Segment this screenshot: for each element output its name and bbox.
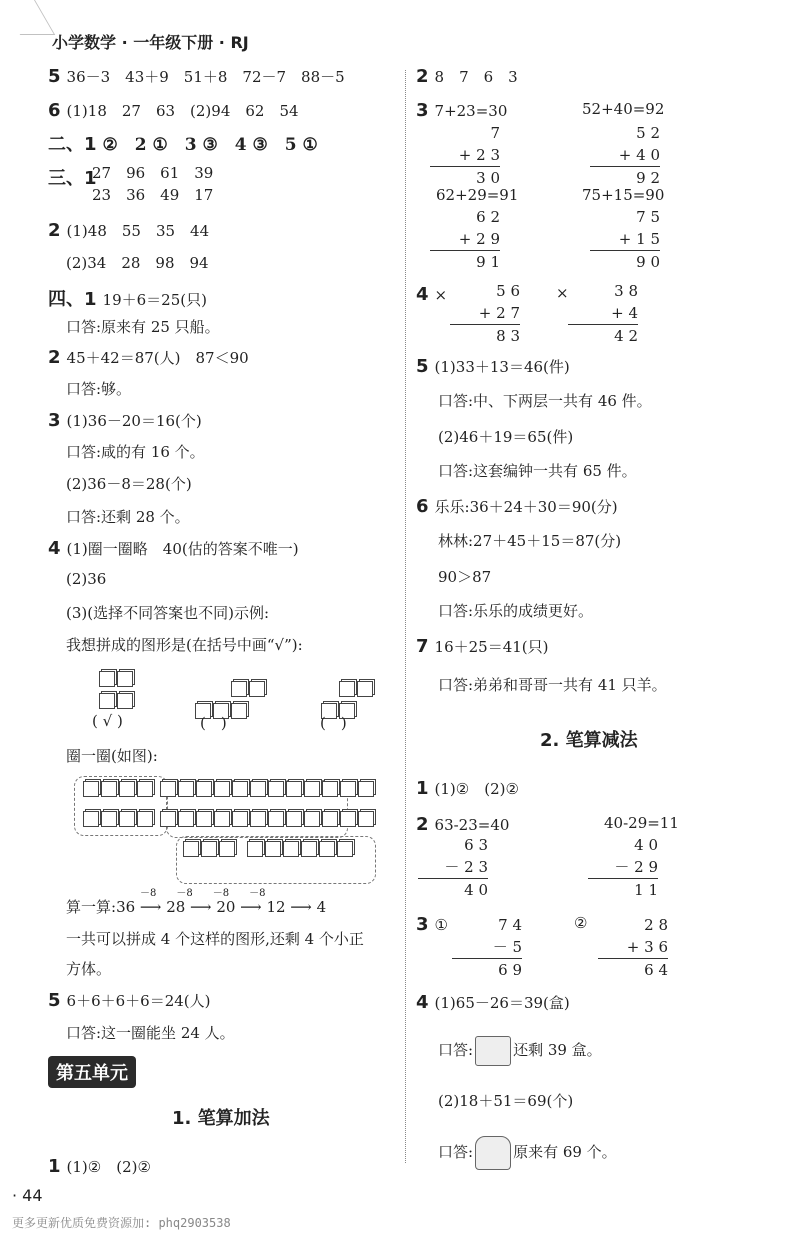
- r-answer-2: 2 8 7 6 3: [416, 66, 518, 87]
- section-4-answer-3: 3 (1)36－20＝16(个): [48, 410, 202, 431]
- cube-pile: [82, 780, 375, 862]
- r-eq-2: 52+40=92: [582, 100, 665, 118]
- choice-2: ( ): [200, 714, 227, 732]
- page-corner: [0, 0, 55, 35]
- page-number: · 44: [12, 1186, 43, 1205]
- unit-banner: 第五单元: [48, 1056, 136, 1088]
- section-4-answer-4e: 一共可以拼成 4 个这样的图形,还剩 4 个小正: [66, 930, 364, 948]
- answer-6: 6 (1)18 27 63 (2)94 62 54: [48, 100, 299, 121]
- r-reply-5a: 口答:中、下两层一共有 46 件。: [438, 392, 652, 410]
- r-answer-7: 7 16＋25＝41(只): [416, 636, 549, 657]
- r-reply-6: 口答:乐乐的成绩更好。: [438, 602, 594, 620]
- section-4-answer-4d: 我想拼成的图形是(在括号中画“√”):: [66, 636, 303, 654]
- section-3-answer-2a: 2 (1)48 55 35 44: [48, 220, 210, 241]
- r-reply-5b: 口答:这套编钟一共有 65 件。: [438, 462, 637, 480]
- section-4-answer-4c: (3)(选择不同答案也不同)示例:: [66, 604, 270, 622]
- section-4-reply-3a: 口答:咸的有 16 个。: [66, 443, 205, 461]
- sub-mark-2: ②: [574, 914, 588, 932]
- r-answer-4: 4 ×: [416, 284, 448, 305]
- watermark: 更多更新优质免费资源加: phq2903538: [12, 1216, 231, 1230]
- r-answer-3: 3 7+23=30: [416, 100, 508, 121]
- vertical-calc-1: 7 + 2 3 3 0: [430, 122, 500, 189]
- r-eq-3: 62+29=91: [436, 186, 519, 204]
- section-title-subtraction: 2. 笔算减法: [540, 730, 638, 751]
- section-4-reply-2: 口答:够。: [66, 380, 132, 398]
- section-4-reply-3b: 口答:还剩 28 个。: [66, 508, 190, 526]
- section-3-table: 27 96 61 39 23 36 49 17: [92, 164, 214, 204]
- section-4-answer-4f: 方体。: [66, 960, 112, 978]
- r-answer-5b: (2)46＋19＝65(件): [438, 428, 574, 446]
- page-header: 小学数学 · 一年级下册 · RJ: [52, 33, 249, 52]
- vertical-calc-4: 7 5 + 1 5 9 0: [590, 206, 660, 273]
- choice-1: ( √ ): [92, 712, 123, 730]
- section-4-reply-5: 口答:这一圈能坐 24 人。: [66, 1024, 235, 1042]
- circle-label: 圈一圈(如图):: [66, 747, 158, 765]
- sub-answer-4: 4 (1)65－26＝39(盒): [416, 992, 570, 1013]
- r-reply-7: 口答:弟弟和哥哥一共有 41 只羊。: [438, 676, 667, 694]
- calc-step-label: －8 －8 －8 －8: [140, 888, 266, 899]
- calc-chain: 算一算:36 ⟶ 28 ⟶ 20 ⟶ 12 ⟶ 4: [66, 898, 327, 916]
- section-4-answer-5: 5 6＋6＋6＋6＝24(人): [48, 990, 211, 1011]
- section-4-reply-1: 口答:原来有 25 只船。: [66, 318, 220, 336]
- r-answer-6c: 90＞87: [438, 568, 492, 586]
- r-mark-2: ×: [556, 284, 569, 302]
- sub-answer-3: 3 ①: [416, 914, 448, 935]
- r-eq-4: 75+15=90: [582, 186, 665, 204]
- section-3-answer-2b: (2)34 28 98 94: [66, 254, 209, 272]
- sub-reply-4a: 口答: 还剩 39 盒。: [438, 1036, 602, 1066]
- column-divider: [405, 70, 406, 1163]
- r-answer-6: 6 乐乐:36＋24＋30＝90(分): [416, 496, 618, 517]
- sub-reply-4b: 口答: 原来有 69 个。: [438, 1136, 617, 1170]
- vertical-calc-2: 5 2 + 4 0 9 2: [590, 122, 660, 189]
- section-3-answer-1: 三、1: [48, 168, 97, 189]
- answer-5: 5 36－3 43＋9 51＋8 72－7 88－5: [48, 66, 345, 87]
- backpack-icon: [475, 1136, 511, 1170]
- vertical-calc-3: 6 2 + 2 9 9 1: [430, 206, 500, 273]
- sub-eq-2: 40-29=11: [604, 814, 679, 832]
- section-4-answer-1: 四、1 19＋6＝25(只): [48, 289, 207, 310]
- sub-answer-2: 2 63-23=40: [416, 814, 510, 835]
- section-4-answer-2: 2 45＋42＝87(人) 87＜90: [48, 347, 249, 368]
- vertical-calc-6: 3 8 + 4 4 2: [568, 280, 638, 347]
- vertical-calc-10: 2 8 + 3 6 6 4: [598, 914, 668, 981]
- vertical-calc-7: 6 3 － 2 3 4 0: [418, 834, 488, 901]
- r-answer-6b: 林林:27＋45＋15＝87(分): [438, 532, 622, 550]
- section-4-answer-4: 4 (1)圈一圈略 40(估的答案不唯一): [48, 538, 299, 559]
- sub-answer-1: 1 (1)② (2)②: [416, 778, 519, 799]
- vertical-calc-9: 7 4 － 5 6 9: [452, 914, 522, 981]
- r-answer-5: 5 (1)33＋13＝46(件): [416, 356, 570, 377]
- section-4-answer-4b: (2)36: [66, 570, 107, 588]
- vertical-calc-5: 5 6 + 2 7 8 3: [450, 280, 520, 347]
- sub-answer-4b: (2)18＋51＝69(个): [438, 1092, 574, 1110]
- section-2-answers: 二、1 ② 2 ① 3 ③ 4 ③ 5 ①: [48, 134, 318, 155]
- choice-3: ( ): [320, 714, 347, 732]
- section-4-answer-3b: (2)36－8＝28(个): [66, 475, 192, 493]
- addition-answer-1: 1 (1)② (2)②: [48, 1156, 151, 1177]
- cube-shape-square: [98, 670, 134, 714]
- section-title-addition: 1. 笔算加法: [172, 1108, 270, 1129]
- box-icon: [475, 1036, 511, 1066]
- vertical-calc-8: 4 0 － 2 9 1 1: [588, 834, 658, 901]
